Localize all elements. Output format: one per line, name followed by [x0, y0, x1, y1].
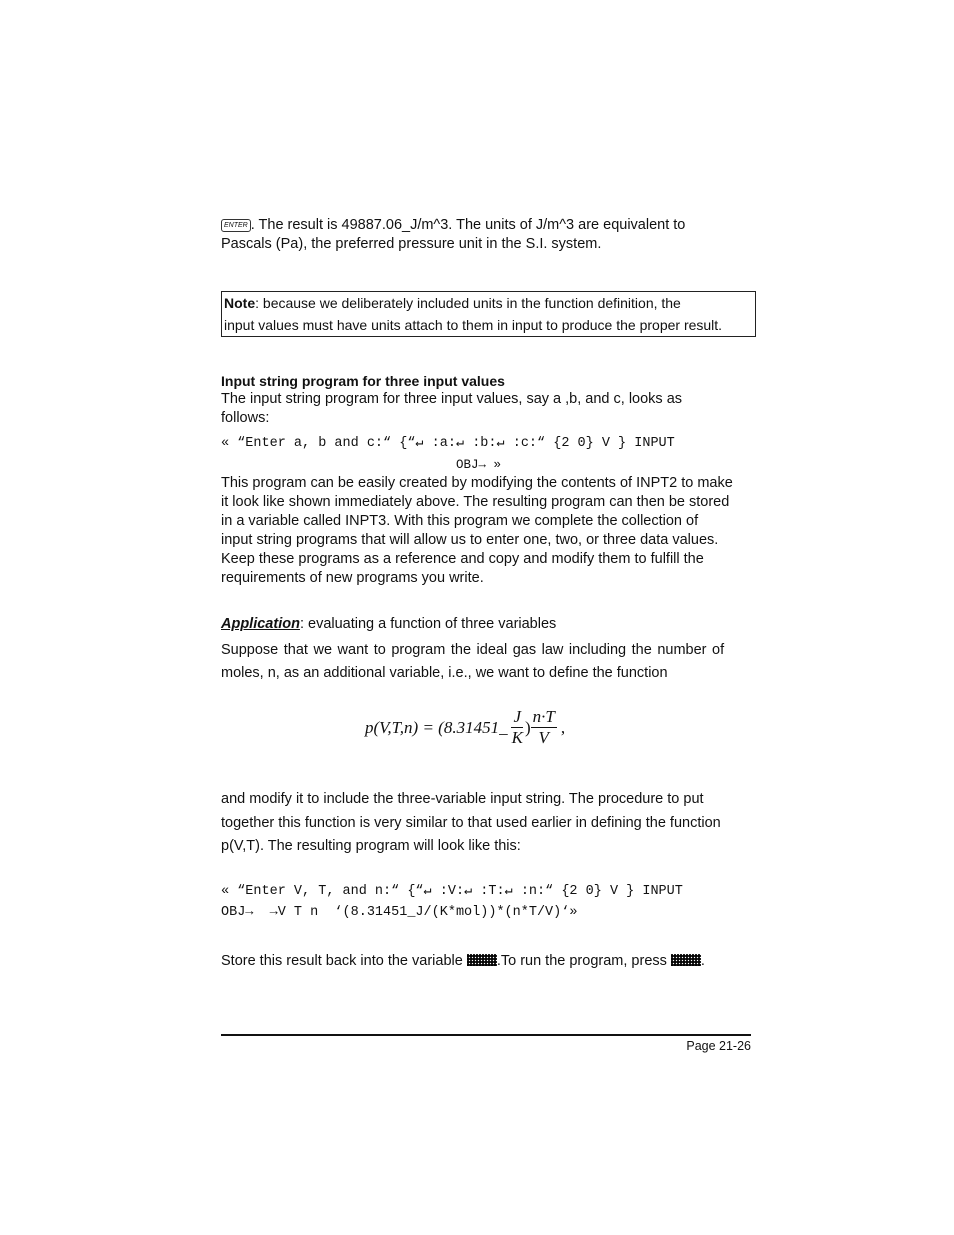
section-line1: The input string program for three input values, say a ,b, and c, looks as: [221, 391, 683, 407]
after-line2: together this function is very similar to that used earlier in defining the function: [221, 814, 721, 831]
note-box: [221, 291, 756, 337]
after-paragraph: [221, 788, 751, 859]
intro-text: . The result is 49887.06_J/m^3. The units of J/m^3 are equivalent to: [250, 217, 686, 233]
formula-lhs: p(V,T,n) = (8.31451: [365, 717, 500, 737]
footer-rule: [221, 1034, 751, 1036]
section-heading: Input string program for three input values: [221, 373, 505, 389]
code-line-1: « “Enter a, b and c:“ {“↵ :a:↵ :b:↵ :c:“ {2 0} V } INPUT: [221, 436, 675, 451]
note-line2: input values must have units attach to them in input to produce the proper result.: [224, 317, 723, 333]
softmenu-key-icon: [671, 954, 701, 966]
para-line: input string programs that will allow us to enter one, two, or three data values.: [221, 532, 719, 548]
page-number: Page 21-26: [686, 1039, 751, 1053]
enter-key-icon: ENTER: [221, 219, 251, 232]
note-line1: Note: because we deliberately included units in the function definition, the: [224, 295, 681, 311]
gas-law-formula: [365, 707, 565, 748]
intro-line2: Pascals (Pa), the preferred pressure unit in the S.I. system.: [221, 236, 602, 252]
section-line2: follows:: [221, 410, 270, 426]
formula-fraction-units: $\frac{J}{K}$: [511, 707, 523, 747]
note-label: Note: [224, 295, 256, 311]
formula-underscore: _: [499, 717, 508, 737]
para-line: in a variable called INPT3. With this program we complete the collection of: [221, 513, 699, 529]
formula-close-paren: ): [524, 717, 531, 737]
formula-comma: ,: [560, 717, 566, 737]
program-code-line-1: « “Enter V, T, and n:“ {“↵ :V:↵ :T:↵ :n:“ {2 0} V } INPUT: [221, 884, 683, 899]
application-heading: Application: evaluating a function of three variables: [221, 616, 557, 632]
softmenu-key-icon: [467, 954, 497, 966]
program-code-line-2: OBJ→ →V T n ‘(8.31451_J/(K*mol))*(n*T/V)‘»: [221, 905, 578, 920]
para-line: it look like shown immediately above. The resulting program can then be stored: [221, 494, 730, 510]
after-line1: and modify it to include the three-variable input string. The procedure to put: [221, 791, 704, 807]
application-line1: Suppose that we want to program the ideal gas law including the number of: [221, 642, 725, 658]
formula-fraction-nt-v: $\frac{n\cdot T}{V}$: [532, 707, 555, 747]
para-line: This program can be easily created by modifying the contents of INPT2 to make: [221, 475, 733, 491]
intro-paragraph: [221, 216, 761, 235]
application-paragraph: [221, 639, 751, 685]
application-line2: moles, n, as an additional variable, i.e., we want to define the function: [221, 665, 668, 681]
store-instructions: Store this result back into the variable .To run the program, press .: [221, 953, 705, 969]
para-line: Keep these programs as a reference and copy and modify them to fulfill the: [221, 551, 704, 567]
section-paragraph: [221, 474, 761, 588]
application-label: Application: [221, 616, 300, 632]
code-line-2: OBJ→ »: [456, 458, 502, 472]
para-line: requirements of new programs you write.: [221, 570, 484, 586]
after-line3: p(V,T). The resulting program will look like this:: [221, 838, 521, 854]
